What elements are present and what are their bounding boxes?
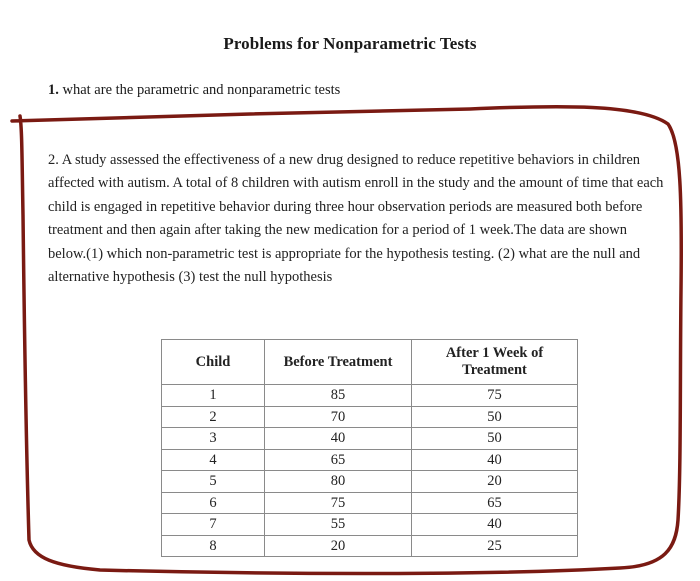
header-after-treatment: After 1 Week of Treatment xyxy=(412,340,578,385)
question-2-text: 2. A study assessed the effectiveness of a new drug designed to reduce repetitive behaviors in children affected with autism. A total of 8 children with autism enroll in the study and the amount of time that each child is engaged in repetitive behavior during three hour observation periods are measured both before treatment and then again after taking the new medication for a period of 1 week.The data are shown below.(1) which non-parametric test is appropriate for the hypothesis testing. (2) what are the null and alternative hypothesis (3) test the null hypothesis xyxy=(48,152,664,286)
table-row xyxy=(162,471,578,493)
cell-after: 75 xyxy=(412,385,578,407)
table-row xyxy=(162,449,578,471)
cell-child: 7 xyxy=(162,514,265,536)
cell-before: 80 xyxy=(265,471,412,493)
cell-child: 2 xyxy=(162,406,265,428)
cell-after: 20 xyxy=(412,471,578,493)
question-1 xyxy=(48,82,340,99)
header-before-treatment: Before Treatment xyxy=(265,340,412,385)
document-title: Problems for Nonparametric Tests xyxy=(223,34,477,53)
table-row xyxy=(162,406,578,428)
cell-before: 70 xyxy=(265,406,412,428)
table-row xyxy=(162,535,578,557)
table-row xyxy=(162,385,578,407)
cell-before: 40 xyxy=(265,428,412,450)
header-child: Child xyxy=(162,340,265,385)
cell-after: 40 xyxy=(412,514,578,536)
cell-after: 25 xyxy=(412,535,578,557)
cell-child: 6 xyxy=(162,492,265,514)
cell-before: 85 xyxy=(265,385,412,407)
cell-after: 65 xyxy=(412,492,578,514)
cell-before: 55 xyxy=(265,514,412,536)
table-header-row xyxy=(162,340,578,385)
table-row xyxy=(162,492,578,514)
cell-child: 4 xyxy=(162,449,265,471)
table-row xyxy=(162,514,578,536)
cell-before: 75 xyxy=(265,492,412,514)
cell-after: 50 xyxy=(412,428,578,450)
cell-child: 3 xyxy=(162,428,265,450)
cell-before: 65 xyxy=(265,449,412,471)
question-1-text: what are the parametric and nonparametric tests xyxy=(62,82,341,98)
cell-child: 8 xyxy=(162,535,265,557)
question-1-number: 1. xyxy=(48,82,59,98)
cell-after: 40 xyxy=(412,449,578,471)
cell-child: 5 xyxy=(162,471,265,493)
cell-before: 20 xyxy=(265,535,412,557)
data-table xyxy=(161,339,578,557)
cell-child: 1 xyxy=(162,385,265,407)
cell-after: 50 xyxy=(412,406,578,428)
table-row xyxy=(162,428,578,450)
